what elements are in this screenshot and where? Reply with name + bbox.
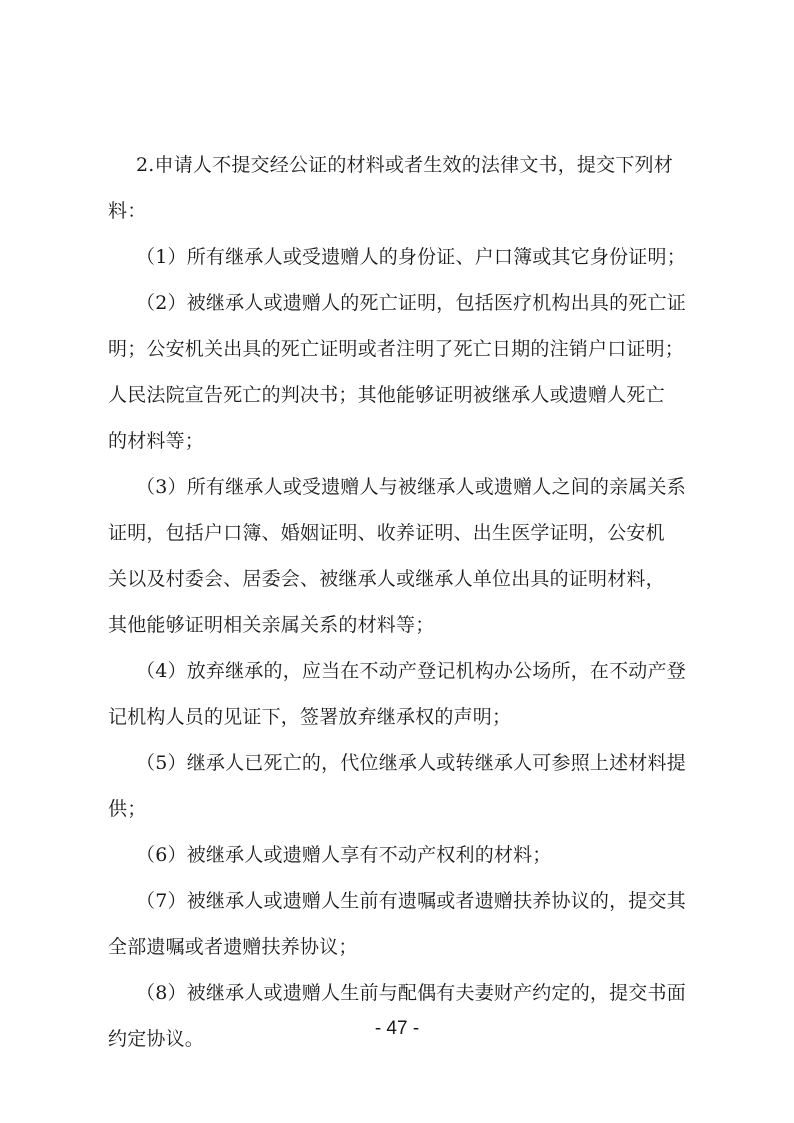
page-number: - 47 - <box>374 1018 420 1039</box>
paragraph-line: （4）放弃继承的，应当在不动产登记机构办公场所，在不动产登 <box>136 660 686 682</box>
paragraph-line: （6）被继承人或遗赠人享有不动产权利的材料； <box>136 844 552 866</box>
paragraph-subitem-6 <box>108 832 698 878</box>
paragraph-line: 其他能够证明相关亲属关系的材料等； <box>108 614 435 636</box>
paragraph-subitem-8 <box>108 970 698 1062</box>
paragraph-line: 明；公安机关出具的死亡证明或者注明了死亡日期的注销户口证明； <box>108 338 685 360</box>
paragraph-subitem-5 <box>108 740 698 832</box>
paragraph-line: （8）被继承人或遗赠人生前与配偶有夫妻财产约定的，提交书面 <box>136 982 686 1004</box>
paragraph-line: 料： <box>108 200 147 222</box>
paragraph-line: 记机构人员的见证下，签署放弃继承权的声明； <box>108 706 512 728</box>
document-body <box>108 142 698 1062</box>
paragraph-line: （5）继承人已死亡的，代位继承人或转继承人可参照上述材料提 <box>136 752 686 774</box>
paragraph-subitem-3 <box>108 464 698 648</box>
paragraph-line: 约定协议。 <box>108 1028 205 1050</box>
paragraph-subitem-4 <box>108 648 698 740</box>
paragraph-subitem-7 <box>108 878 698 970</box>
paragraph-subitem-2 <box>108 280 698 464</box>
paragraph-line: 证明，包括户口簿、婚姻证明、收养证明、出生医学证明，公安机 <box>108 522 665 544</box>
paragraph-line: 关以及村委会、居委会、被继承人或继承人单位出具的证明材料， <box>108 568 665 590</box>
paragraph-line: 供； <box>108 798 147 820</box>
paragraph-line: （2）被继承人或遗赠人的死亡证明，包括医疗机构出具的死亡证 <box>136 292 686 314</box>
paragraph-line: 的材料等； <box>108 430 205 452</box>
paragraph-line: 全部遗嘱或者遗赠扶养协议； <box>108 936 358 958</box>
paragraph-item-2 <box>108 142 698 234</box>
paragraph-line: （7）被继承人或遗赠人生前有遗嘱或者遗赠扶养协议的，提交其 <box>136 890 686 912</box>
paragraph-line: 2.申请人不提交经公证的材料或者生效的法律文书，提交下列材 <box>136 154 673 176</box>
paragraph-line: 人民法院宣告死亡的判决书；其他能够证明被继承人或遗赠人死亡 <box>108 384 665 406</box>
paragraph-subitem-1 <box>108 234 698 280</box>
paragraph-line: （1）所有继承人或受遗赠人的身份证、户口簿或其它身份证明； <box>136 246 686 268</box>
paragraph-line: （3）所有继承人或受遗赠人与被继承人或遗赠人之间的亲属关系 <box>136 476 686 498</box>
